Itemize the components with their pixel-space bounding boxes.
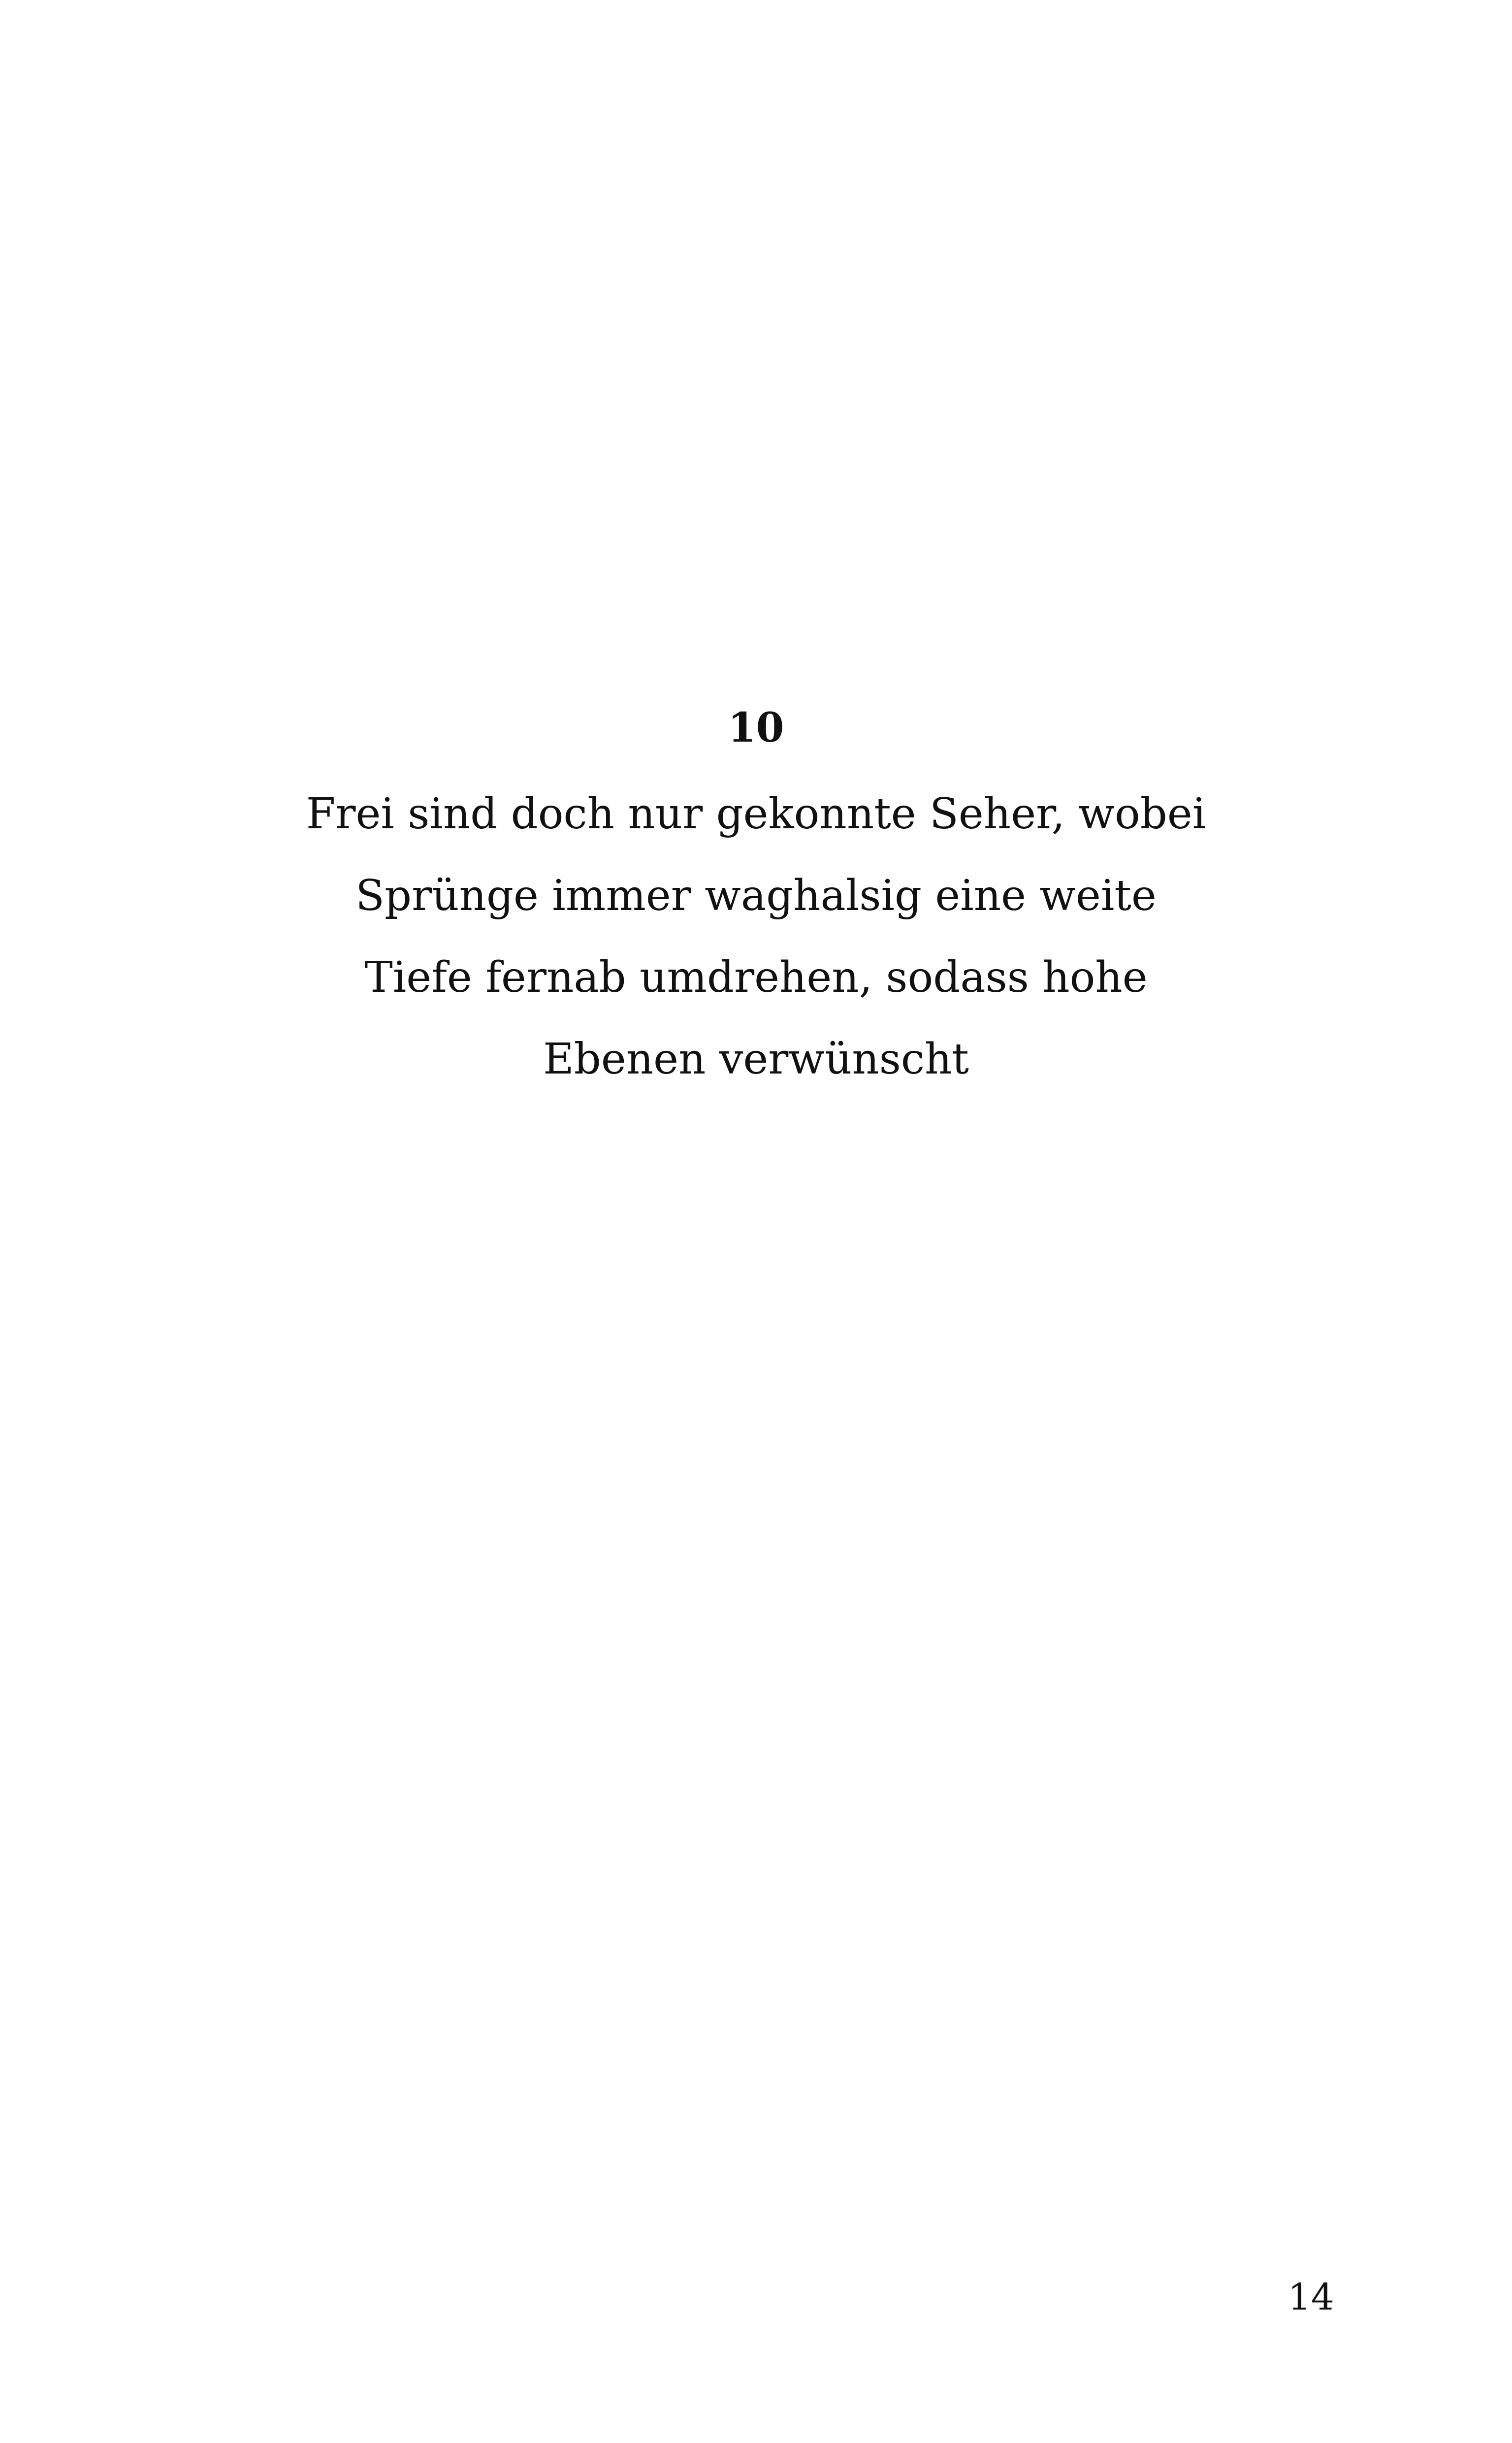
poem-line: Tiefe fernab umdrehen, sodass hohe [364,953,1148,1002]
poem-line: Sprünge immer waghalsig eine weite [355,871,1157,920]
poem-number: 10 [728,704,784,751]
page-number: 14 [1287,2276,1334,2318]
poem-line: Ebenen verwünscht [543,1035,969,1084]
poem-line: Frei sind doch nur gekonnte Seher, wobei [306,789,1206,839]
poem-block [0,693,1512,1100]
